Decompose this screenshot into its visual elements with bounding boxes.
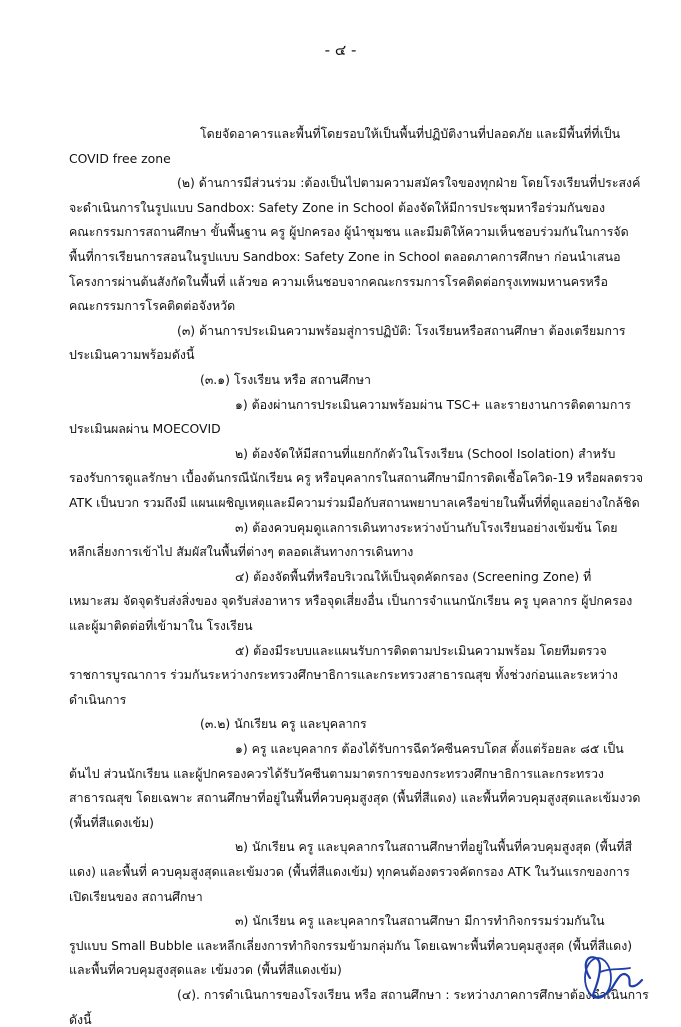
body-line: (๒) ด้านการมีส่วนร่วม :ต้องเป็นไปตามความสมัครใจของทุกฝ่าย โดยโรงเรียนที่ประสงค์ — [177, 175, 641, 191]
body-line: โครงการผ่านต้นสังกัดในพื้นที่ แล้วขอ ความเห็นชอบจากคณะกรรมการโรคติดต่อกรุงเทพมหานครหรือ — [69, 273, 608, 289]
body-line: หลีกเลี่ยงการเข้าไป สัมผัสในพื้นที่ต่างๆ ตลอดเส้นทางการเดินทาง — [69, 544, 414, 560]
body-line: COVID free zone — [69, 150, 171, 166]
body-line: รูปแบบ Small Bubble และหลีกเลี่ยงการทำกิจกรรมข้ามกลุ่มกัน โดยเฉพาะพื้นที่ควบคุมสูงสุด (พื้นที่สีแดง) — [69, 937, 633, 953]
body-line: (พื้นที่สีแดงเข้ม) — [69, 814, 154, 830]
body-line: และพื้นที่ควบคุมสูงสุดและ เข้มงวด (พื้นที่สีแดงเข้ม) — [69, 962, 342, 978]
body-line: ๕) ต้องมีระบบและแผนรับการติดตามประเมินความพร้อม โดยทีมตรวจ — [235, 642, 607, 658]
body-line: คณะกรรมการสถานศึกษา ขั้นพื้นฐาน ครู ผู้ปกครอง ผู้นำชุมชน และมีมติให้ความเห็นชอบร่วมกันในการจัด — [69, 224, 629, 240]
body-line: ๓) นักเรียน ครู และบุคลากรในสถานศึกษา มีการทำกิจกรรมร่วมกันใน — [235, 913, 605, 929]
body-line: (๓.๒) นักเรียน ครู และบุคลากร — [200, 716, 367, 732]
body-line: (๔). การดำเนินการของโรงเรียน หรือ สถานศึกษา : ระหว่างภาคการศึกษาต้องดำเนินการ — [177, 987, 649, 1002]
body-line: ๓) ต้องควบคุมดูแลการเดินทางระหว่างบ้านกับโรงเรียนอย่างเข้มข้น โดย — [235, 519, 618, 535]
body-line: แดง) และพื้นที่ ควบคุมสูงสุดและเข้มงวด (พื้นที่สีแดงเข้ม) ทุกคนต้องตรวจคัดกรอง ATK ในวันแรกของการ — [69, 864, 630, 879]
body-line: ๒) นักเรียน ครู และบุคลากรในสถานศึกษาที่อยู่ในพื้นที่ควบคุมสูงสุด (พื้นที่สี — [235, 839, 633, 855]
body-line: รองรับการดูแลรักษา เบื้องต้นกรณีนักเรียน ครู หรือบุคลากรในสถานศึกษามีการติดเชื้อโควิด-19 หรือผลตรวจ — [69, 470, 644, 486]
body-line: ดำเนินการ — [69, 691, 127, 707]
body-line: ดังนี้ — [69, 1011, 92, 1027]
signature-icon — [576, 948, 646, 1006]
body-line: ราชการบูรณาการ ร่วมกันระหว่างกระทรวงศึกษาธิการและกระทรวงสาธารณสุข ทั้งช่วงก่อนและระหว่าง — [69, 667, 618, 683]
body-line: คณะกรรมการโรคติดต่อจังหวัด — [69, 298, 236, 314]
body-line: ๑) ครู และบุคลากร ต้องได้รับการฉีดวัคซีนครบโดส ตั้งแต่ร้อยละ ๘๕ เป็น — [235, 741, 624, 756]
body-line: ๑) ต้องผ่านการประเมินความพร้อมผ่าน TSC+ และรายงานการติดตามการ — [235, 396, 631, 412]
body-line: ประเมินผลผ่าน MOECOVID — [69, 421, 221, 437]
body-line: จะดำเนินการในรูปแบบ Sandbox: Safety Zone in School ต้องจัดให้มีการประชุมหารือร่วมกันของ — [69, 199, 605, 215]
body-line: และผู้มาติดต่อที่เข้ามาใน โรงเรียน — [69, 618, 253, 633]
body-line: ประเมินความพร้อมดังนี้ — [69, 347, 195, 363]
body-line: (๓.๑) โรงเรียน หรือ สถานศึกษา — [200, 372, 371, 387]
body-line: พื้นที่การเรียนการสอนในรูปแบบ Sandbox: Safety Zone in School ตลอดภาคการศึกษา ก่อนนำเสนอ — [69, 249, 621, 264]
body-line: ๔) ต้องจัดพื้นที่หรือบริเวณให้เป็นจุดคัดกรอง (Screening Zone) ที่ — [235, 568, 592, 584]
body-line: เหมาะสม จัดจุดรับส่งสิ่งของ จุดรับส่งอาหาร หรือจุดเสี่ยงอื่น เป็นการจำแนกนักเรียน ครู บุคลากร ผู้ปกครอง — [69, 593, 633, 609]
body-line: ATK เป็นบวก รวมถึงมี แผนเผชิญเหตุและมีความร่วมมือกับสถานพยาบาลเครือข่ายในพื้นที่ที่ดูแลอย่างใกล้ชิด — [69, 495, 640, 510]
body-line: (๓) ด้านการประเมินความพร้อมสู่การปฏิบัติ: โรงเรียนหรือสถานศึกษา ต้องเตรียมการ — [177, 322, 626, 338]
page-number: - ๔ - — [324, 41, 357, 59]
body-line: สาธารณสุข โดยเฉพาะ สถานศึกษาที่อยู่ในพื้นที่ควบคุมสูงสุด (พื้นที่สีแดง) และพื้นที่ควบคุมสูงสุดและเข้มงวด — [69, 790, 641, 806]
body-line: โดยจัดอาคารและพื้นที่โดยรอบให้เป็นพื้นที่ปฏิบัติงานที่ปลอดภัย และมีพื้นที่ที่เป็น — [200, 126, 621, 141]
body-line: เปิดเรียนของ สถานศึกษา — [69, 888, 203, 904]
body-line: ๒) ต้องจัดให้มีสถานที่แยกกักตัวในโรงเรียน (School Isolation) สำหรับ — [235, 445, 616, 461]
body-line: ต้นไป ส่วนนักเรียน และผู้ปกครองควรได้รับวัคซีนตามมาตรการของกระทรวงศึกษาธิการและกระทรวง — [69, 765, 604, 781]
